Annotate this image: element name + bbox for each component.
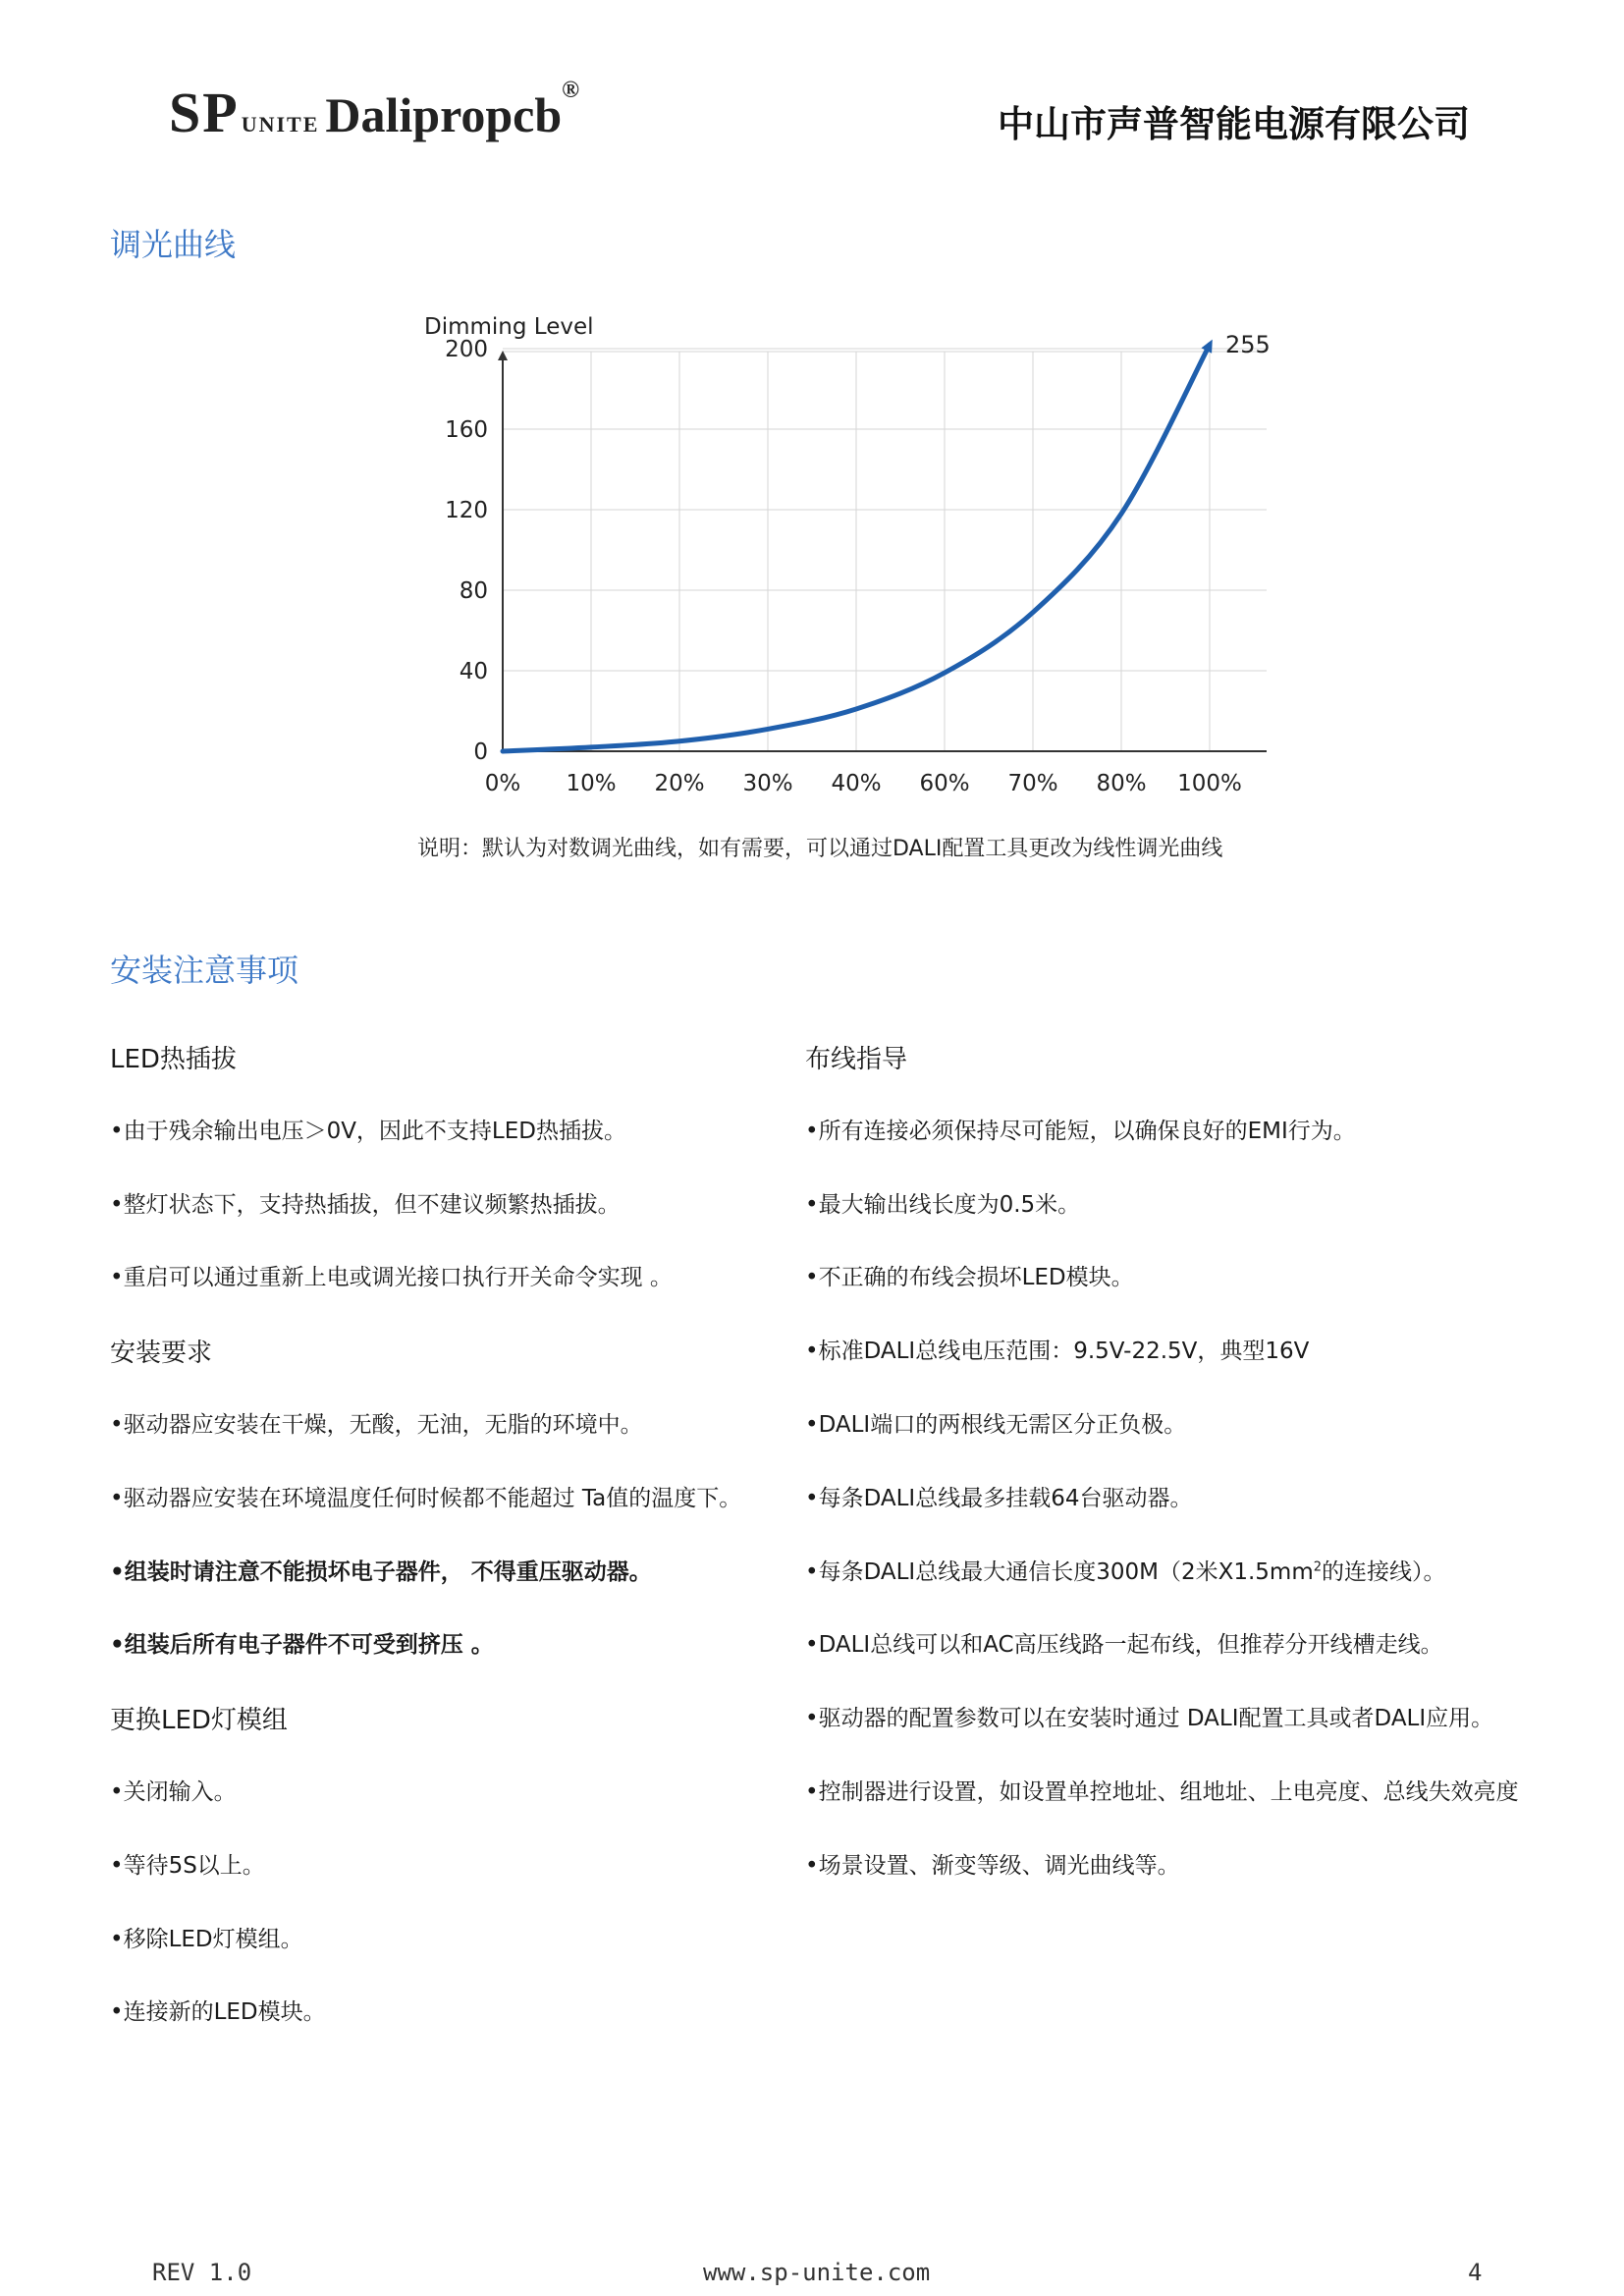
- left-list-item: [110, 1113, 626, 1145]
- item-text: •控制器进行设置，如设置单控地址、组地址、上电亮度、总线失效亮度: [805, 1779, 1519, 1805]
- item-text: •标准DALI总线电压范围：9.5V-22.5V，典型16V: [805, 1339, 1310, 1365]
- y-tick-label: 40: [459, 659, 488, 684]
- x-tick-label: 100%: [1177, 771, 1242, 796]
- y-tick-label: 120: [445, 498, 488, 523]
- right-list-item: [805, 1113, 1356, 1145]
- dimming-curve-chart: [414, 304, 1278, 815]
- item-text: •场景设置、渐变等级、调光曲线等。: [805, 1852, 1180, 1879]
- item-text: •每条DALI总线最多挂载64台驱动器。: [805, 1485, 1193, 1511]
- footer-page-number: 4: [1468, 2259, 1483, 2286]
- logo-unite: UNITE: [241, 112, 320, 137]
- right-list-item: [805, 1259, 1134, 1291]
- left-subheading: [110, 1039, 237, 1075]
- item-text: •关闭输入。: [110, 1779, 237, 1805]
- left-list-item: [110, 1554, 652, 1586]
- footer-revision: REV 1.0: [152, 2259, 252, 2286]
- x-tick-label: 60%: [919, 771, 970, 796]
- company-name: 中山市声普智能电源有限公司: [998, 103, 1470, 145]
- item-text: •驱动器应安装在干燥，无酸，无油，无脂的环境中。: [110, 1412, 643, 1438]
- item-text: •连接新的LED模块。: [110, 1999, 326, 2026]
- end-value-label: 255: [1225, 330, 1271, 358]
- x-tick-label: 80%: [1096, 771, 1147, 796]
- left-list-item: [110, 1259, 673, 1291]
- left-list-item: [110, 1186, 621, 1219]
- superscript: 2: [1313, 1558, 1323, 1574]
- y-tick-label: 0: [473, 739, 488, 765]
- right-list-item: [805, 1480, 1192, 1512]
- item-text: 布线指导: [805, 1045, 908, 1074]
- chart-caption: 说明：默认为对数调光曲线，如有需要，可以通过DALI配置工具更改为线性调光曲线: [417, 837, 1223, 861]
- left-list-item: [110, 1921, 303, 1953]
- x-tick-label: 0%: [484, 771, 521, 796]
- item-text: •驱动器的配置参数可以在安装时通过 DALI配置工具或者DALI应用。: [805, 1706, 1494, 1732]
- logo-registered-mark: ®: [562, 78, 580, 103]
- right-list-item: [805, 1333, 1309, 1365]
- item-text: •DALI总线可以和AC高压线路一起布线，但推荐分开线槽走线。: [805, 1632, 1443, 1659]
- x-tick-label: 20%: [654, 771, 705, 796]
- x-tick-label: 70%: [1007, 771, 1058, 796]
- right-list-item: [805, 1406, 1186, 1439]
- item-text: •由于残余输出电压＞0V，因此不支持LED热插拔。: [110, 1118, 626, 1144]
- right-list-item: [805, 1626, 1443, 1659]
- chart-title: Dimming Level: [424, 314, 594, 340]
- x-tick-label: 30%: [742, 771, 793, 796]
- section-title-dimming: 调光曲线: [110, 226, 237, 263]
- y-tick-label: 160: [445, 417, 488, 443]
- item-text-tail: 的连接线）。: [1322, 1558, 1446, 1585]
- item-text: 安装要求: [110, 1339, 213, 1369]
- item-text: •重启可以通过重新上电或调光接口执行开关命令实现 。: [110, 1265, 673, 1291]
- item-text: •组装后所有电子器件不可受到挤压 。: [110, 1632, 494, 1659]
- x-tick-label: 40%: [831, 771, 882, 796]
- brand-logo: [169, 78, 580, 144]
- logo-brand: Dalipropcb: [325, 87, 563, 142]
- item-text: •等待5S以上。: [110, 1852, 265, 1879]
- item-text: •每条DALI总线最大通信长度300M（2米X1.5mm: [805, 1558, 1314, 1585]
- y-tick-label: 200: [445, 337, 488, 362]
- y-tick-label: 80: [459, 578, 488, 604]
- right-subheading: [805, 1039, 907, 1075]
- right-list-item: [805, 1700, 1493, 1732]
- item-text: •移除LED灯模组。: [110, 1926, 303, 1952]
- right-list-item: [805, 1847, 1180, 1880]
- left-list-item: [110, 1994, 326, 2026]
- item-text: 更换LED灯模组: [110, 1706, 288, 1736]
- right-list-item: [805, 1186, 1080, 1219]
- left-list-item: [110, 1406, 643, 1439]
- item-text: •整灯状态下，支持热插拔，但不建议频繁热插拔。: [110, 1191, 621, 1218]
- item-text: •DALI端口的两根线无需区分正负极。: [805, 1412, 1187, 1438]
- item-text: •最大输出线长度为0.5米。: [805, 1191, 1081, 1218]
- left-list-item: [110, 1847, 265, 1880]
- item-text: •驱动器应安装在环境温度任何时候都不能超过 Ta值的温度下。: [110, 1485, 742, 1511]
- item-text: •不正确的布线会损坏LED模块。: [805, 1265, 1134, 1291]
- item-text: LED热插拔: [110, 1045, 237, 1074]
- footer-website: www.sp-unite.com: [703, 2259, 931, 2286]
- right-list-item: [805, 1554, 1446, 1586]
- x-tick-label: 10%: [566, 771, 617, 796]
- section-title-installation: 安装注意事项: [110, 952, 299, 989]
- item-text: •组装时请注意不能损坏电子器件， 不得重压驱动器。: [110, 1558, 652, 1585]
- left-list-item: [110, 1626, 494, 1659]
- right-list-item: [805, 1774, 1519, 1806]
- left-subheading: [110, 1333, 212, 1369]
- logo-sp: SP: [169, 81, 240, 144]
- left-list-item: [110, 1480, 741, 1512]
- left-subheading: [110, 1700, 288, 1736]
- left-list-item: [110, 1774, 237, 1806]
- item-text: •所有连接必须保持尽可能短，以确保良好的EMI行为。: [805, 1118, 1356, 1144]
